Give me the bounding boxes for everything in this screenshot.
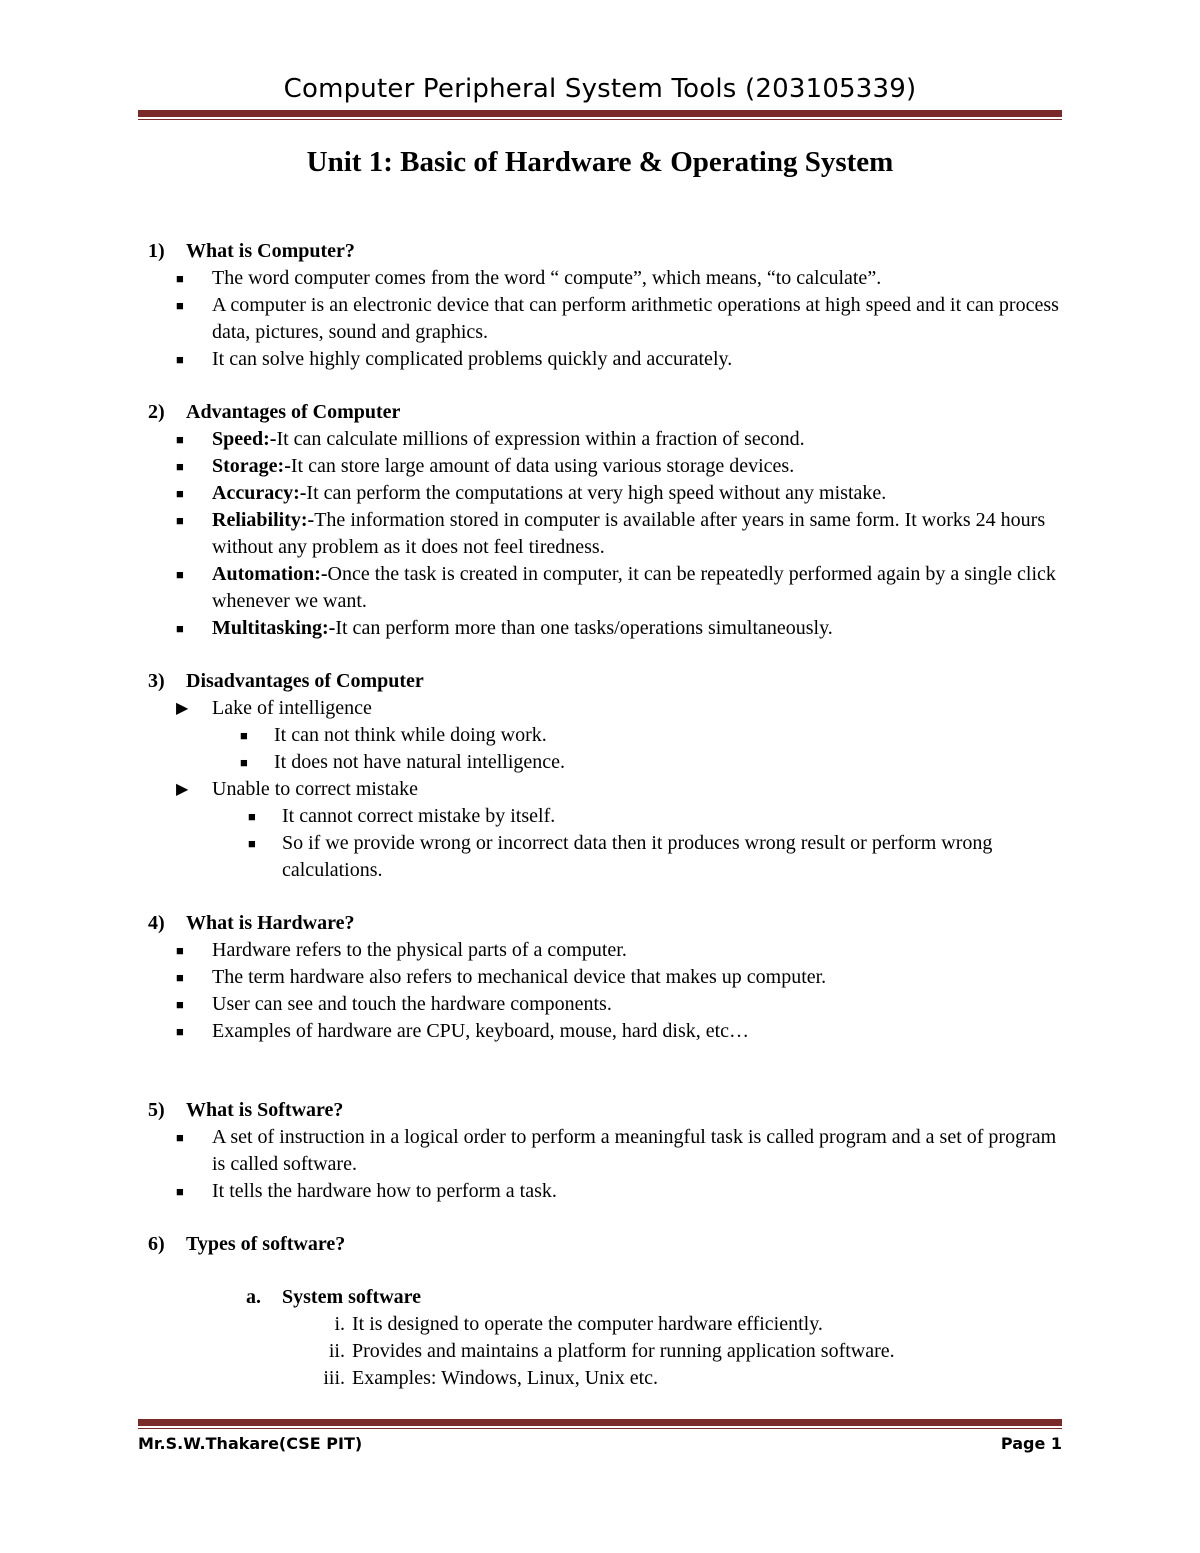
square-bullet-icon: ■ — [176, 352, 184, 367]
list-item: ■ So if we provide wrong or incorrect data then it produces wrong result or perform wrong calculations. — [248, 832, 993, 881]
section-what-is-computer — [0, 238, 1200, 373]
square-bullet-icon: ■ — [176, 970, 184, 985]
square-bullet-icon: ■ — [176, 1130, 184, 1145]
section-number: 4) — [148, 912, 165, 934]
document-header-title: Computer Peripheral System Tools (203105339) — [283, 74, 917, 104]
square-bullet-icon: ■ — [176, 943, 184, 958]
section-number: 3) — [148, 670, 165, 692]
list-group-label: ▶ Unable to correct mistake — [0, 776, 1200, 803]
square-bullet-icon: ■ — [176, 298, 184, 313]
list-item: ■ The word computer comes from the word “ compute”, which means, “to calculate”. — [0, 265, 1200, 292]
list-item: ■ Automation:-Once the task is created in computer, it can be repeatedly performed again by a single click whenever we want. — [176, 563, 1056, 612]
footer-author: Mr.S.W.Thakare(CSE PIT) — [138, 1434, 363, 1453]
section-heading: What is Software? — [186, 1099, 344, 1121]
list-item: i. It is designed to operate the computer hardware efficiently. — [334, 1313, 823, 1335]
section-number: 5) — [148, 1099, 165, 1121]
section-what-is-software — [0, 1097, 1200, 1205]
square-bullet-icon: ■ — [176, 486, 184, 501]
list-item: ■ Speed:-It can calculate millions of expression within a fraction of second. — [0, 426, 1200, 453]
section-number: 6) — [148, 1233, 165, 1255]
section-advantages — [0, 399, 1200, 642]
list-item: ■ It does not have natural intelligence. — [0, 749, 1200, 776]
list-item: ■ It can solve highly complicated problems quickly and accurately. — [0, 346, 1200, 373]
section-what-is-hardware — [0, 910, 1200, 1045]
list-item: ■ A set of instruction in a logical order to perform a meaningful task is called program and a set of program is called software. — [176, 1126, 1057, 1175]
square-bullet-icon: ■ — [176, 432, 184, 447]
square-bullet-icon: ■ — [176, 513, 184, 528]
section-number: 2) — [148, 401, 165, 423]
square-bullet-icon: ■ — [248, 836, 256, 851]
square-bullet-icon: ■ — [176, 1184, 184, 1199]
list-item: ■ It cannot correct mistake by itself. — [0, 803, 1200, 830]
square-bullet-icon: ■ — [176, 271, 184, 286]
square-bullet-icon: ■ — [240, 728, 248, 743]
subsection-heading: a. System software — [246, 1286, 422, 1308]
square-bullet-icon: ■ — [240, 755, 248, 770]
section-heading: What is Hardware? — [186, 912, 355, 934]
list-item: ■ A computer is an electronic device that can perform arithmetic operations at high speed and it can process data, pictures, sound and graphics. — [176, 294, 1059, 343]
square-bullet-icon: ■ — [176, 997, 184, 1012]
square-bullet-icon: ■ — [248, 809, 256, 824]
square-bullet-icon: ■ — [176, 621, 184, 636]
header-rule — [138, 110, 1062, 117]
page-number: Page 1 — [1000, 1434, 1062, 1453]
section-heading: Disadvantages of Computer — [186, 670, 424, 692]
list-item: iii. Examples: Windows, Linux, Unix etc. — [323, 1367, 659, 1389]
section-heading: Types of software? — [186, 1233, 346, 1255]
square-bullet-icon: ■ — [176, 567, 184, 582]
list-item: ■ The term hardware also refers to mechanical device that makes up computer. — [0, 964, 1200, 991]
list-item: ii. Provides and maintains a platform for running application software. — [328, 1340, 895, 1362]
footer-rule — [138, 1419, 1062, 1426]
document-body — [0, 238, 1200, 1392]
list-item: ■ It tells the hardware how to perform a task. — [0, 1178, 1200, 1205]
list-item: ■ It can not think while doing work. — [0, 722, 1200, 749]
list-item: ■ Reliability:-The information stored in computer is available after years in same form. It works 24 hours without any problem as it does not feel tiredness. — [176, 509, 1046, 558]
section-heading: What is Computer? — [186, 240, 355, 262]
section-number: 1) — [148, 240, 165, 262]
section-heading: Advantages of Computer — [186, 401, 401, 423]
arrow-bullet-icon: ▶ — [176, 781, 189, 798]
list-item: ■ User can see and touch the hardware components. — [0, 991, 1200, 1018]
list-item: ■ Storage:-It can store large amount of data using various storage devices. — [0, 453, 1200, 480]
arrow-bullet-icon: ▶ — [176, 700, 189, 717]
unit-title: Unit 1: Basic of Hardware & Operating System — [306, 146, 894, 178]
square-bullet-icon: ■ — [176, 1024, 184, 1039]
list-item: ■ Hardware refers to the physical parts of a computer. — [0, 937, 1200, 964]
list-group-label: ▶ Lake of intelligence — [0, 695, 1200, 722]
section-types-of-software — [0, 1231, 1200, 1392]
list-item: ■ Examples of hardware are CPU, keyboard, mouse, hard disk, etc… — [0, 1018, 1200, 1045]
square-bullet-icon: ■ — [176, 459, 184, 474]
list-item: ■ Multitasking:-It can perform more than one tasks/operations simultaneously. — [0, 615, 1200, 642]
list-item: ■ Accuracy:-It can perform the computations at very high speed without any mistake. — [0, 480, 1200, 507]
section-disadvantages — [0, 668, 1200, 884]
